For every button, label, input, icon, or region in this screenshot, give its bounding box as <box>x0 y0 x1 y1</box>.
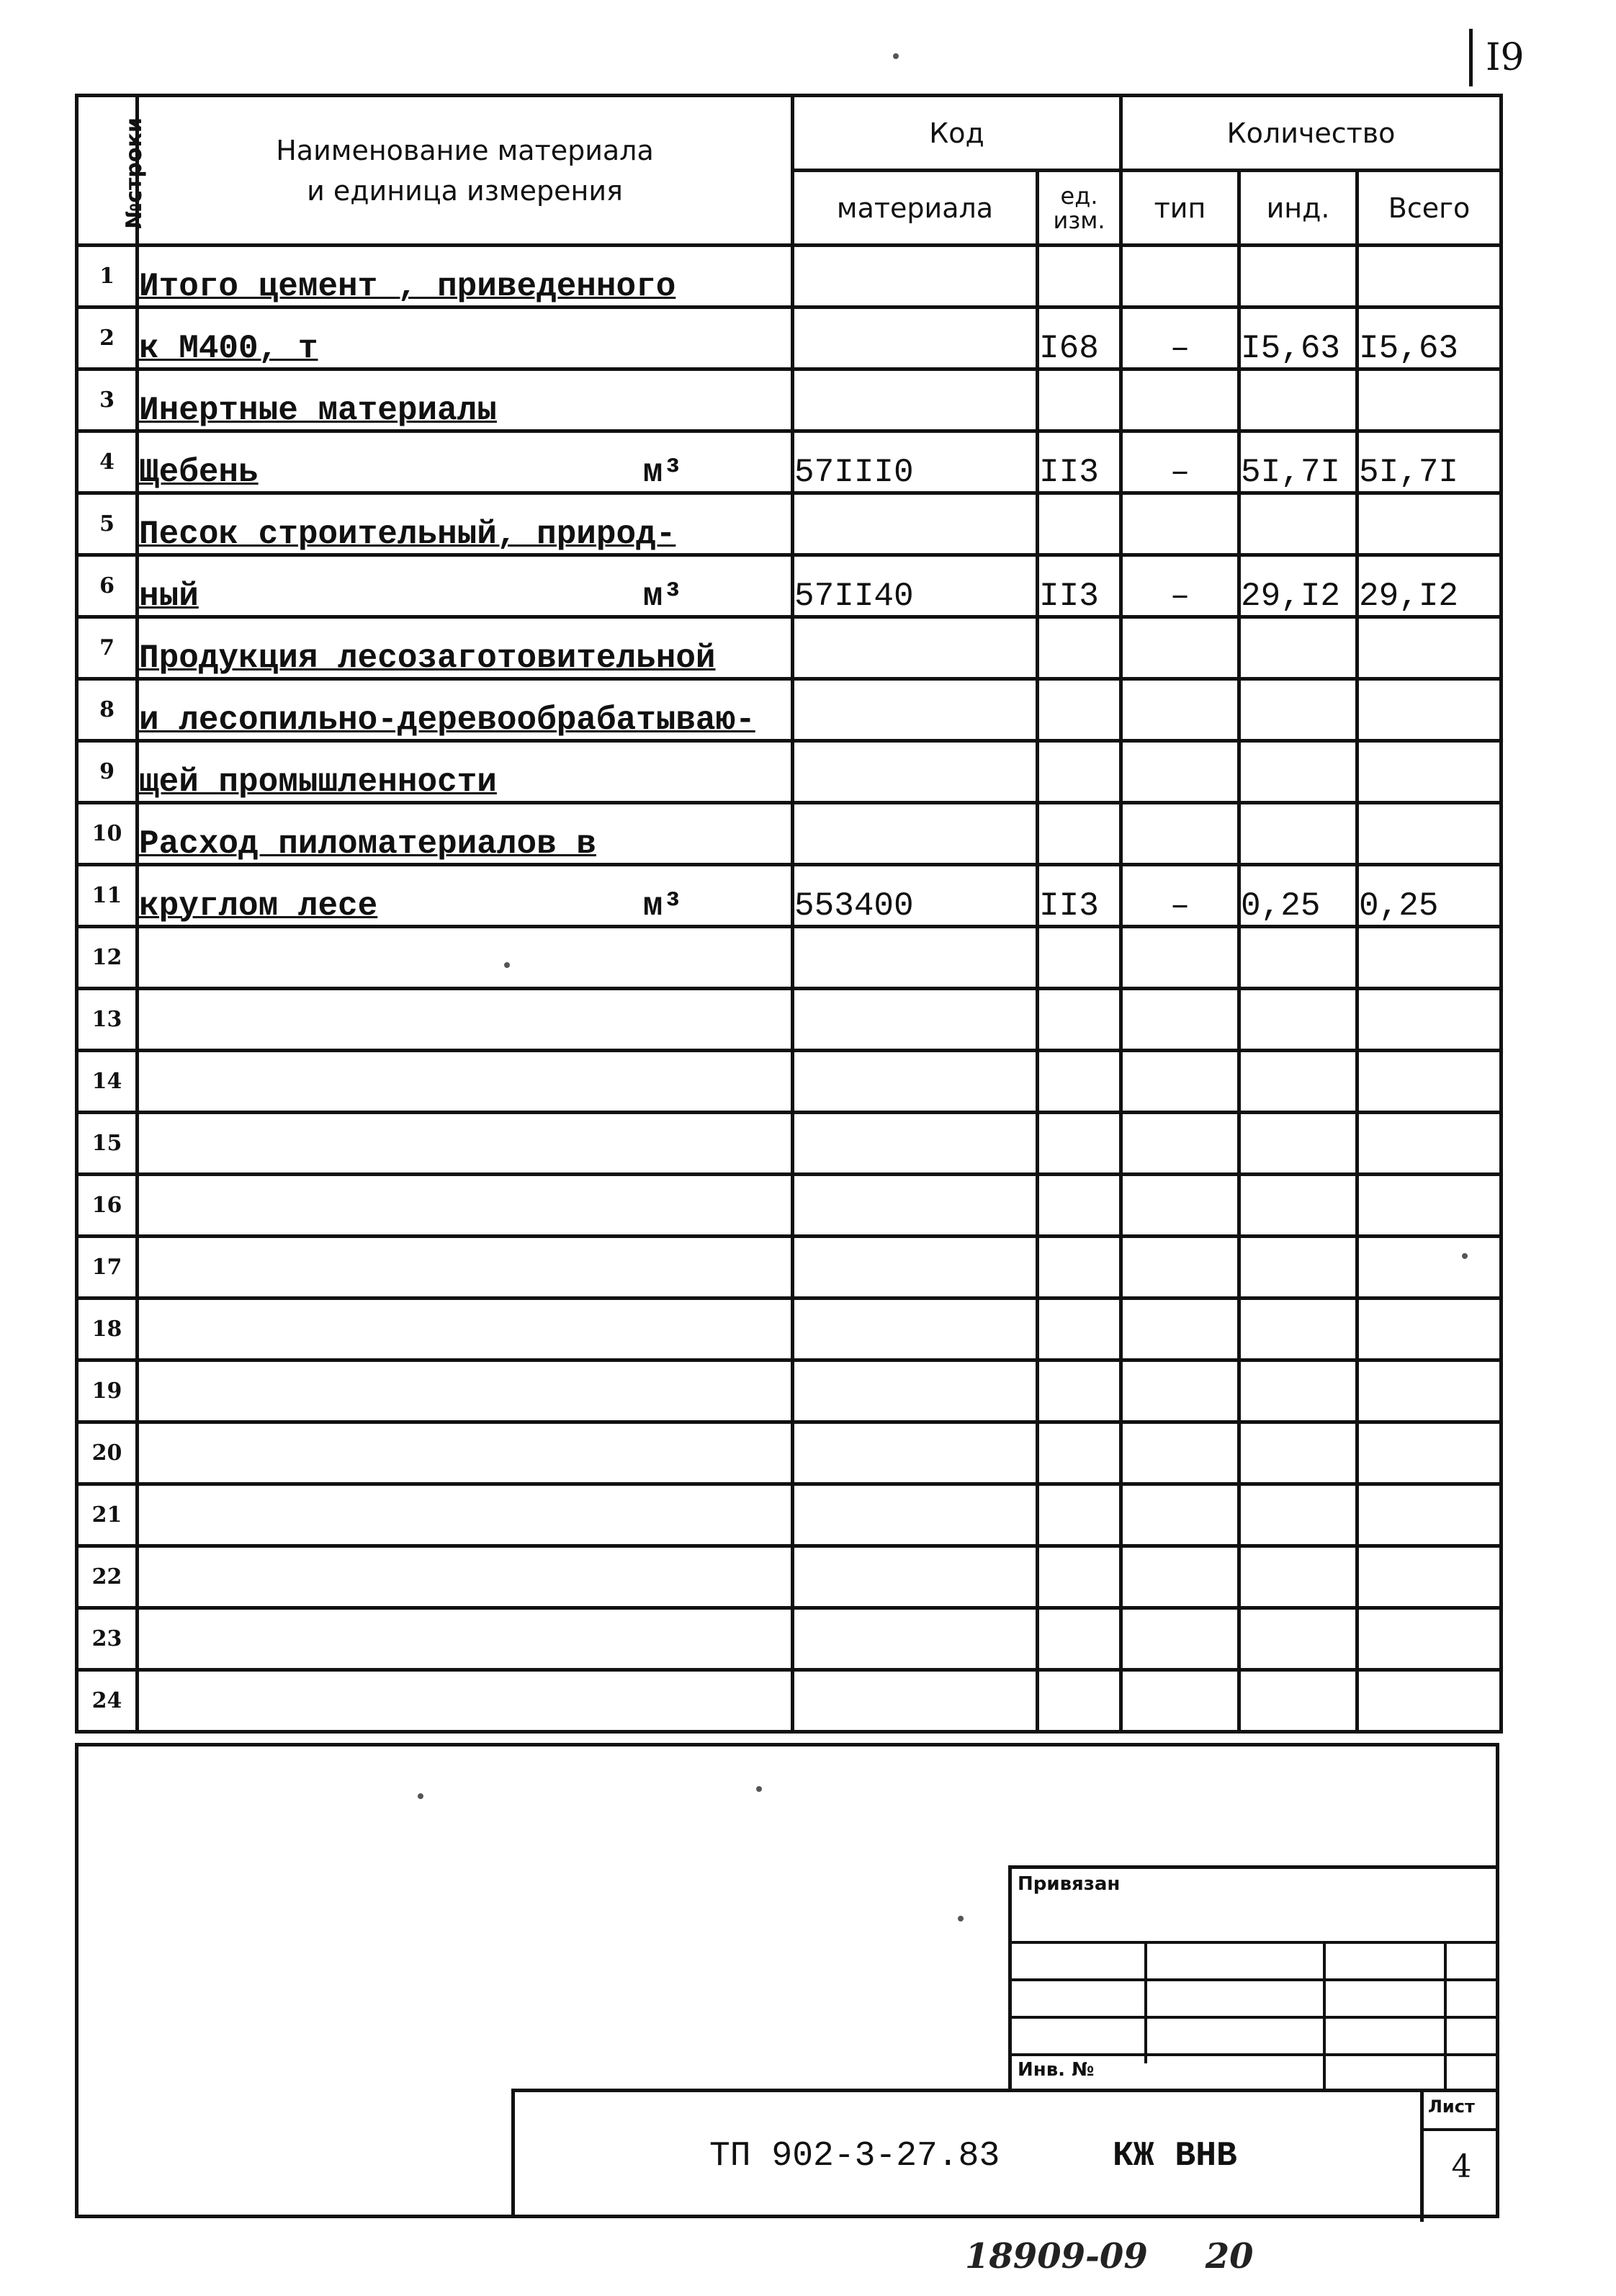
qty-ind <box>1239 1237 1357 1299</box>
header-unit <box>1038 171 1121 246</box>
qty-type <box>1121 1484 1239 1546</box>
unit-code <box>1038 246 1121 308</box>
header-qty-total: Всего <box>1357 171 1501 246</box>
material-unit-symbol: м³ <box>642 454 683 491</box>
material-code: 553400 <box>793 865 1038 927</box>
qty-total <box>1357 369 1501 431</box>
material-name: к М400, т <box>139 330 318 367</box>
material-code <box>793 1670 1038 1732</box>
row-number: 3 <box>77 369 138 431</box>
qty-total <box>1357 989 1501 1051</box>
qty-ind: I5,63 <box>1239 308 1357 369</box>
qty-type <box>1121 1299 1239 1360</box>
row-number: 22 <box>77 1546 138 1608</box>
header-material-name <box>138 96 793 246</box>
material-name-cell <box>138 555 793 617</box>
header-unit-line2: изм. <box>1053 206 1105 234</box>
unit-code <box>1038 1670 1121 1732</box>
header-row-top <box>77 96 1501 171</box>
stamp-line <box>1012 2016 1499 2019</box>
qty-ind <box>1239 1360 1357 1422</box>
unit-code <box>1038 369 1121 431</box>
table-row <box>77 246 1501 308</box>
qty-total <box>1357 741 1501 803</box>
handwritten-note <box>965 2236 1311 2277</box>
material-name-cell <box>138 927 793 989</box>
qty-ind <box>1239 741 1357 803</box>
unit-code <box>1038 803 1121 865</box>
qty-ind <box>1239 1546 1357 1608</box>
row-number: 13 <box>77 989 138 1051</box>
qty-total <box>1357 1360 1501 1422</box>
qty-ind <box>1239 679 1357 741</box>
material-code <box>793 1484 1038 1546</box>
row-number: 23 <box>77 1608 138 1670</box>
material-name-cell <box>138 1670 793 1732</box>
qty-ind: 29,I2 <box>1239 555 1357 617</box>
material-name-cell <box>138 679 793 741</box>
material-name-cell <box>138 1360 793 1422</box>
material-code <box>793 308 1038 369</box>
unit-code <box>1038 1237 1121 1299</box>
table-row <box>77 927 1501 989</box>
table-row <box>77 369 1501 431</box>
stamp-line <box>1012 1941 1499 1944</box>
unit-code <box>1038 989 1121 1051</box>
qty-type <box>1121 1670 1239 1732</box>
qty-ind <box>1239 803 1357 865</box>
material-code <box>793 741 1038 803</box>
material-name-cell <box>138 1299 793 1360</box>
inventory-number-label: Инв. № <box>1018 2059 1095 2081</box>
unit-code: II3 <box>1038 865 1121 927</box>
scan-speck <box>418 1793 423 1799</box>
material-name-cell <box>138 1608 793 1670</box>
material-code <box>793 1422 1038 1484</box>
qty-total <box>1357 679 1501 741</box>
table-row <box>77 1237 1501 1299</box>
qty-ind <box>1239 1670 1357 1732</box>
scan-speck <box>893 53 899 59</box>
material-name-cell <box>138 1484 793 1546</box>
material-name-cell <box>138 741 793 803</box>
qty-ind: 5I,7I <box>1239 431 1357 493</box>
row-number: 9 <box>77 741 138 803</box>
table-row <box>77 431 1501 493</box>
material-unit-symbol: м³ <box>642 887 683 925</box>
table-row <box>77 1175 1501 1237</box>
archive-number: 18909-09 <box>965 2236 1148 2277</box>
sheet-cell-divider <box>1424 2128 1499 2131</box>
qty-type: – <box>1121 555 1239 617</box>
material-code: 57II40 <box>793 555 1038 617</box>
qty-type <box>1121 493 1239 555</box>
qty-ind <box>1239 617 1357 679</box>
table-row <box>77 1546 1501 1608</box>
stamp-divider <box>1444 1941 1447 2089</box>
handwritten-page: 20 <box>1205 2236 1254 2277</box>
materials-table <box>75 94 1503 1734</box>
material-name-cell <box>138 1237 793 1299</box>
material-name-cell <box>138 1175 793 1237</box>
material-name-cell <box>138 803 793 865</box>
table-row <box>77 1360 1501 1422</box>
material-name: Инертные материалы <box>139 392 497 429</box>
sheet-number: I9 <box>1469 29 1525 86</box>
scan-speck <box>958 1916 964 1921</box>
row-number: 18 <box>77 1299 138 1360</box>
material-code <box>793 1608 1038 1670</box>
qty-total <box>1357 1299 1501 1360</box>
qty-total: 5I,7I <box>1357 431 1501 493</box>
table-row <box>77 1670 1501 1732</box>
scan-speck <box>756 1786 762 1792</box>
material-code <box>793 1051 1038 1113</box>
material-unit-symbol: м³ <box>642 578 683 615</box>
row-number: 2 <box>77 308 138 369</box>
unit-code <box>1038 1608 1121 1670</box>
header-row-number <box>77 96 147 246</box>
row-number: 15 <box>77 1113 138 1175</box>
qty-total: I5,63 <box>1357 308 1501 369</box>
qty-type <box>1121 1608 1239 1670</box>
material-code <box>793 803 1038 865</box>
table-row <box>77 617 1501 679</box>
table-row <box>77 989 1501 1051</box>
row-number: 4 <box>77 431 138 493</box>
material-name-cell <box>138 1422 793 1484</box>
qty-total <box>1357 493 1501 555</box>
material-name-cell <box>138 1113 793 1175</box>
unit-code: II3 <box>1038 555 1121 617</box>
header-unit-line1: ед. <box>1060 181 1098 210</box>
material-code <box>793 1546 1038 1608</box>
unit-code <box>1038 1360 1121 1422</box>
header-quantity-group: Количество <box>1121 96 1501 171</box>
row-number: 8 <box>77 679 138 741</box>
material-name: Щебень <box>139 454 259 491</box>
qty-total <box>1357 246 1501 308</box>
material-name-cell <box>138 1546 793 1608</box>
qty-total <box>1357 1051 1501 1113</box>
table-row <box>77 1484 1501 1546</box>
row-number: 17 <box>77 1237 138 1299</box>
qty-type <box>1121 927 1239 989</box>
qty-ind <box>1239 1299 1357 1360</box>
table-row <box>77 555 1501 617</box>
material-name-cell <box>138 246 793 308</box>
material-name: и лесопильно-деревообрабатываю- <box>139 701 755 739</box>
row-number: 11 <box>77 865 138 927</box>
qty-ind <box>1239 1608 1357 1670</box>
qty-type: – <box>1121 865 1239 927</box>
table-row <box>77 1299 1501 1360</box>
unit-code <box>1038 1299 1121 1360</box>
qty-ind <box>1239 1422 1357 1484</box>
linked-label: Привязан <box>1018 1873 1121 1895</box>
header-name-line1: Наименование материала <box>276 134 654 166</box>
stamp-divider <box>1144 1941 1147 2063</box>
qty-total: 0,25 <box>1357 865 1501 927</box>
qty-type <box>1121 679 1239 741</box>
qty-type <box>1121 1051 1239 1113</box>
material-code <box>793 1360 1038 1422</box>
unit-code <box>1038 1051 1121 1113</box>
material-name: Расход пиломатериалов в <box>139 825 596 863</box>
material-name: Продукция лесозаготовительной <box>139 640 716 677</box>
unit-code <box>1038 1113 1121 1175</box>
stamp-line <box>1012 1978 1499 1981</box>
header-name-line2: и единица измерения <box>307 174 623 207</box>
scan-speck <box>504 962 510 968</box>
table-row <box>77 1422 1501 1484</box>
qty-ind <box>1239 493 1357 555</box>
table-row <box>77 493 1501 555</box>
unit-code <box>1038 493 1121 555</box>
unit-code <box>1038 741 1121 803</box>
unit-code <box>1038 927 1121 989</box>
table-row <box>77 1051 1501 1113</box>
material-name-cell <box>138 369 793 431</box>
material-code <box>793 493 1038 555</box>
material-name: ный <box>139 578 199 615</box>
material-name: Итого цемент , приведенного <box>139 268 676 305</box>
unit-code <box>1038 1422 1121 1484</box>
material-name-cell <box>138 493 793 555</box>
material-name-cell <box>138 308 793 369</box>
qty-type <box>1121 1237 1239 1299</box>
unit-code: II3 <box>1038 431 1121 493</box>
qty-type <box>1121 803 1239 865</box>
material-name-cell <box>138 617 793 679</box>
header-qty-type: тип <box>1121 171 1239 246</box>
header-code-material: материала <box>793 171 1038 246</box>
qty-total <box>1357 1175 1501 1237</box>
qty-type <box>1121 617 1239 679</box>
material-name: круглом лесе <box>139 887 378 925</box>
table-row <box>77 865 1501 927</box>
material-code <box>793 617 1038 679</box>
qty-type <box>1121 1422 1239 1484</box>
qty-ind <box>1239 1175 1357 1237</box>
title-block <box>511 2089 1499 2218</box>
qty-type <box>1121 1360 1239 1422</box>
material-name-cell <box>138 865 793 927</box>
qty-ind <box>1239 246 1357 308</box>
row-number: 14 <box>77 1051 138 1113</box>
qty-total <box>1357 1422 1501 1484</box>
material-name: щей промышленности <box>139 763 497 801</box>
qty-type <box>1121 369 1239 431</box>
qty-ind <box>1239 1051 1357 1113</box>
header-code-group: Код <box>793 96 1121 171</box>
row-number: 21 <box>77 1484 138 1546</box>
row-number: 7 <box>77 617 138 679</box>
qty-total <box>1357 1608 1501 1670</box>
row-number: 12 <box>77 927 138 989</box>
unit-code <box>1038 1484 1121 1546</box>
stamp-divider <box>1323 1941 1326 2089</box>
material-code <box>793 246 1038 308</box>
header-row-number-label: №строки <box>121 117 147 229</box>
qty-ind <box>1239 369 1357 431</box>
unit-code: I68 <box>1038 308 1121 369</box>
qty-total <box>1357 1546 1501 1608</box>
qty-type <box>1121 1175 1239 1237</box>
unit-code <box>1038 1175 1121 1237</box>
row-number: 16 <box>77 1175 138 1237</box>
unit-code <box>1038 617 1121 679</box>
row-number: 10 <box>77 803 138 865</box>
table-row <box>77 741 1501 803</box>
material-name: Песок строительный, природ- <box>139 516 676 553</box>
row-number: 19 <box>77 1360 138 1422</box>
qty-total <box>1357 927 1501 989</box>
document-mark: КЖ ВНВ <box>1113 2137 1237 2176</box>
material-code <box>793 1237 1038 1299</box>
sheet-label: Лист <box>1428 2097 1475 2117</box>
table-row <box>77 308 1501 369</box>
table-row <box>77 1113 1501 1175</box>
document-code: ТП 902-3-27.83 <box>709 2137 1000 2176</box>
material-name-cell <box>138 989 793 1051</box>
table-row <box>77 679 1501 741</box>
qty-total <box>1357 1670 1501 1732</box>
table-row <box>77 1608 1501 1670</box>
material-code <box>793 369 1038 431</box>
header-qty-ind: инд. <box>1239 171 1357 246</box>
qty-total: 29,I2 <box>1357 555 1501 617</box>
material-code: 57III0 <box>793 431 1038 493</box>
material-code <box>793 1113 1038 1175</box>
sheet-cell <box>1420 2092 1499 2222</box>
qty-ind: 0,25 <box>1239 865 1357 927</box>
qty-total <box>1357 803 1501 865</box>
qty-type <box>1121 741 1239 803</box>
qty-type <box>1121 1546 1239 1608</box>
qty-type <box>1121 989 1239 1051</box>
sheet-value: 4 <box>1451 2148 1472 2185</box>
material-name-cell <box>138 1051 793 1113</box>
table-row <box>77 803 1501 865</box>
qty-type: – <box>1121 431 1239 493</box>
qty-total <box>1357 617 1501 679</box>
row-number: 6 <box>77 555 138 617</box>
qty-type: – <box>1121 308 1239 369</box>
qty-ind <box>1239 927 1357 989</box>
material-code <box>793 1175 1038 1237</box>
material-code <box>793 679 1038 741</box>
unit-code <box>1038 679 1121 741</box>
row-number: 1 <box>77 246 138 308</box>
stamp-line <box>1012 2053 1499 2056</box>
row-number: 20 <box>77 1422 138 1484</box>
qty-ind <box>1239 1484 1357 1546</box>
row-number: 5 <box>77 493 138 555</box>
linking-stamp <box>1008 1865 1499 2089</box>
material-code <box>793 1299 1038 1360</box>
material-code <box>793 989 1038 1051</box>
qty-ind <box>1239 1113 1357 1175</box>
material-code <box>793 927 1038 989</box>
qty-total <box>1357 1484 1501 1546</box>
qty-type <box>1121 1113 1239 1175</box>
qty-total <box>1357 1237 1501 1299</box>
material-name-cell <box>138 431 793 493</box>
scan-speck <box>1462 1253 1468 1259</box>
qty-type <box>1121 246 1239 308</box>
qty-ind <box>1239 989 1357 1051</box>
unit-code <box>1038 1546 1121 1608</box>
row-number: 24 <box>77 1670 138 1732</box>
qty-total <box>1357 1113 1501 1175</box>
